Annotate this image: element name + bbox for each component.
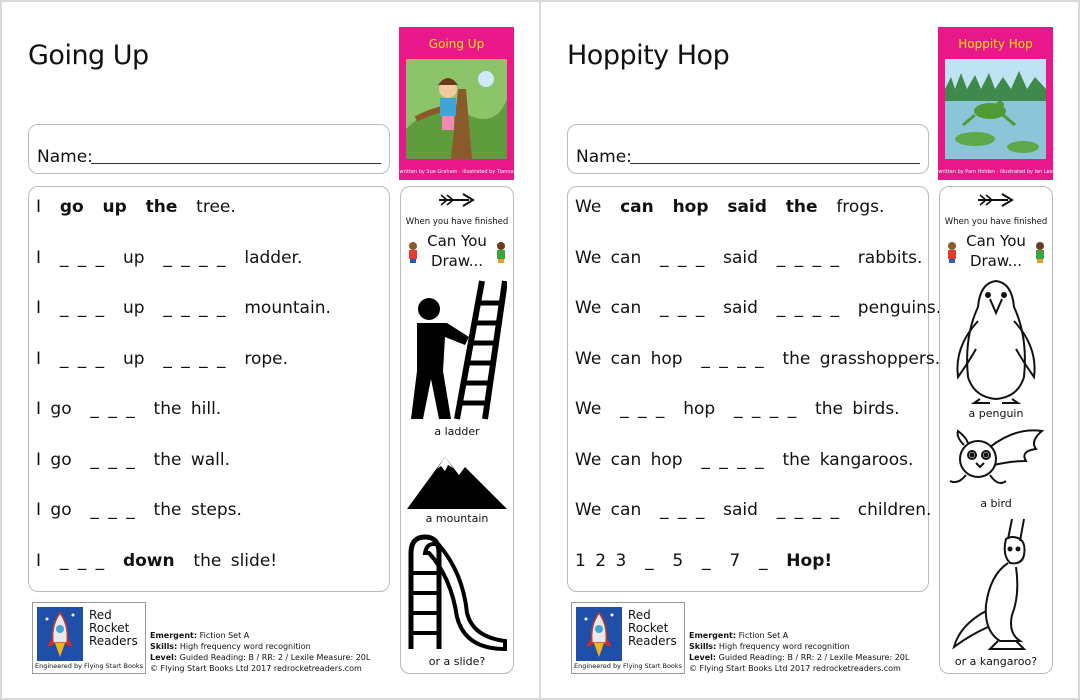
sentence-row <box>36 450 230 470</box>
cover-illustration-frog-on-lilypad <box>945 59 1046 159</box>
sentence-word: We can <box>575 247 642 268</box>
sentence-box <box>567 186 942 592</box>
logo-text-readers: Readers <box>628 634 677 648</box>
sentence-row <box>575 551 832 571</box>
sentence-word: 1 2 3 <box>575 550 627 571</box>
rocket-icon <box>576 607 622 661</box>
sentence-word: frogs. <box>836 197 885 217</box>
meta-key: Level: <box>689 653 717 662</box>
sentence-word: the grasshoppers. <box>782 348 941 369</box>
sentence-word: We can <box>575 500 642 520</box>
sentence-row <box>36 349 288 369</box>
blank-space[interactable]: _ _ _ <box>59 298 105 318</box>
copyright-text: © Flying Start Books Ltd 2017 redrocketreaders.com <box>689 664 901 673</box>
sentence-row <box>575 298 941 318</box>
child-drawing-icon <box>407 241 419 263</box>
sentence-word: the kangaroos. <box>782 449 914 470</box>
engineered-by-text: Engineered by Flying Start Books <box>574 662 683 670</box>
sentence-row <box>36 248 302 268</box>
footer <box>32 602 539 674</box>
meta-value: High frequency word recognition <box>716 642 850 651</box>
arrow-icon <box>978 193 1014 207</box>
name-field[interactable] <box>567 124 929 174</box>
blank-space[interactable]: _ _ _ _ <box>734 399 797 419</box>
blank-space[interactable]: _ _ _ <box>59 348 105 369</box>
blank-space[interactable]: _ <box>702 550 711 571</box>
sentence-word: up <box>122 247 145 268</box>
caption-mountain: a mountain <box>425 512 489 525</box>
can-you-draw-panel <box>400 186 514 674</box>
cover-credit: written by Sue Graham · illustrated by Tianna <box>399 169 514 175</box>
sentence-word: said <box>723 247 758 268</box>
sentence-word: I <box>36 247 42 268</box>
blank-space[interactable]: _ <box>758 550 768 571</box>
meta-key: Skills: <box>150 642 178 651</box>
sentence-word: the hill. <box>153 399 222 419</box>
sentence-word: the slide! <box>193 550 278 571</box>
rocket-icon <box>37 607 83 661</box>
sentence-word: said <box>723 500 758 520</box>
sentence-row <box>575 248 922 268</box>
sentence-row <box>36 500 242 520</box>
caption-slide: or a slide? <box>428 655 486 668</box>
blank-space[interactable]: _ _ _ <box>90 399 135 419</box>
sentence-word: up <box>102 197 127 217</box>
sentence-word: the wall. <box>153 449 231 470</box>
meta-value: Guided Reading: B / RR: 2 / Lexile Measure: 20L <box>177 653 371 662</box>
logo-text-rocket: Rocket <box>628 621 669 635</box>
sentence-word: We can <box>575 298 642 318</box>
sentence-word: I <box>36 550 42 571</box>
blank-space[interactable]: _ _ _ <box>660 247 705 268</box>
blank-space[interactable]: _ _ _ <box>90 449 135 470</box>
sentence-word: I go <box>36 449 72 470</box>
caption-penguin: a penguin <box>968 407 1024 420</box>
sentence-row <box>575 500 931 520</box>
book-cover <box>399 27 514 180</box>
logo-text-red: Red <box>89 608 112 622</box>
blank-space[interactable]: _ _ _ _ <box>701 449 764 470</box>
sentence-word: rope. <box>244 348 289 369</box>
logo-text-red: Red <box>628 608 651 622</box>
name-label: Name: <box>576 147 632 167</box>
sentence-word: hop <box>672 197 709 217</box>
sentence-row <box>575 349 940 369</box>
sentence-word: hop <box>683 399 716 419</box>
cover-title: Hoppity Hop <box>958 37 1033 51</box>
sentence-row <box>575 197 884 217</box>
sentence-box <box>28 186 390 592</box>
name-label: Name: <box>37 147 93 167</box>
blank-space[interactable]: _ _ _ <box>59 247 105 268</box>
arrow-icon <box>439 193 475 207</box>
sentence-word: can <box>620 197 654 217</box>
meta-key: Emergent: <box>150 631 198 640</box>
sentence-word: tree. <box>196 197 236 217</box>
engineered-by-text: Engineered by Flying Start Books <box>35 662 144 670</box>
sentence-row <box>575 399 900 419</box>
book-meta <box>689 630 909 674</box>
meta-key: Skills: <box>689 642 717 651</box>
book-cover <box>938 27 1053 180</box>
worksheet-title: Going Up <box>28 40 149 71</box>
can-you-draw-panel <box>939 186 1053 674</box>
child-drawing-icon <box>1034 241 1046 263</box>
name-line <box>91 163 381 164</box>
footer <box>571 602 1078 674</box>
sentence-word: Hop! <box>786 550 833 571</box>
sentence-word: ladder. <box>244 247 303 268</box>
sentence-word: the <box>145 197 178 217</box>
red-rocket-readers-logo <box>571 602 685 674</box>
meta-key: Emergent: <box>689 631 737 640</box>
worksheet-going-up <box>2 2 539 698</box>
finished-text: When you have finished <box>944 217 1048 227</box>
sentence-word: children. <box>857 500 932 520</box>
sentence-word: said <box>723 298 758 318</box>
blank-space[interactable]: _ _ _ _ <box>163 348 226 369</box>
mountain-icon <box>407 453 507 511</box>
child-drawing-icon <box>495 241 507 263</box>
sentence-row <box>36 197 236 217</box>
logo-text-readers: Readers <box>89 634 138 648</box>
blank-space[interactable]: _ _ _ _ <box>776 298 839 318</box>
sentence-word: I go <box>36 399 72 419</box>
blank-space[interactable]: _ _ _ <box>59 550 105 571</box>
sentence-word: I <box>36 348 42 369</box>
blank-space[interactable]: _ _ _ <box>660 500 705 520</box>
blank-space[interactable]: _ _ _ _ <box>163 247 226 268</box>
name-line <box>630 163 920 164</box>
worksheet-hoppity-hop <box>541 2 1078 698</box>
logo-text-rocket: Rocket <box>89 621 130 635</box>
sentence-row <box>36 551 277 571</box>
sentence-word: I <box>36 197 42 217</box>
worksheet-title: Hoppity Hop <box>567 40 730 71</box>
sentence-row <box>575 450 913 470</box>
sentence-word: I go <box>36 500 72 520</box>
sentence-word: said <box>727 197 767 217</box>
sentence-word: rabbits. <box>857 247 923 268</box>
red-rocket-readers-logo <box>32 602 146 674</box>
blank-space[interactable]: _ _ _ _ <box>776 247 839 268</box>
bird-outline-icon <box>946 427 1046 491</box>
sentence-word: 7 <box>729 550 741 571</box>
blank-space[interactable]: _ _ _ <box>660 298 705 318</box>
sentence-word: 5 <box>672 550 684 571</box>
finished-text: When you have finished <box>405 217 509 227</box>
sentence-word: We can hop <box>575 348 683 369</box>
cover-illustration-girl-climbing-tree <box>406 59 507 159</box>
caption-bird: a bird <box>980 497 1012 510</box>
name-field[interactable] <box>28 124 390 174</box>
meta-value: Fiction Set A <box>197 631 250 640</box>
penguin-outline-icon <box>950 277 1042 405</box>
blank-space[interactable]: _ <box>645 550 654 571</box>
sentence-row <box>36 298 331 318</box>
caption-ladder: a ladder <box>434 425 480 438</box>
blank-space[interactable]: _ _ _ _ <box>163 298 226 318</box>
blank-space[interactable]: _ _ _ <box>620 399 665 419</box>
sentence-word: up <box>122 348 145 369</box>
cover-credit: written by Pam Holden · illustrated by Ian Lee <box>938 169 1053 175</box>
sentence-word: the <box>785 197 818 217</box>
meta-value: Guided Reading: B / RR: 2 / Lexile Measure: 20L <box>716 653 910 662</box>
blank-space[interactable]: _ _ _ _ <box>701 348 764 369</box>
sentence-word: We can hop <box>575 449 683 470</box>
sentence-word: go <box>59 197 84 217</box>
cover-title: Going Up <box>428 37 485 51</box>
can-you-draw-heading: Can You Draw... <box>427 232 487 270</box>
meta-value: High frequency word recognition <box>177 642 311 651</box>
sentence-word: We <box>575 197 602 217</box>
sentence-word: the birds. <box>815 399 900 419</box>
meta-value: Fiction Set A <box>736 631 789 640</box>
sentence-word: I <box>36 298 42 318</box>
can-you-draw-heading: Can You Draw... <box>966 232 1026 270</box>
ladder-climber-icon <box>407 279 507 421</box>
sentence-word: We <box>575 399 602 419</box>
meta-key: Level: <box>150 653 178 662</box>
child-drawing-icon <box>946 241 958 263</box>
copyright-text: © Flying Start Books Ltd 2017 redrocketreaders.com <box>150 664 362 673</box>
sentence-word: the steps. <box>153 500 242 520</box>
sentence-word: mountain. <box>244 298 331 318</box>
blank-space[interactable]: _ _ _ _ <box>776 500 839 520</box>
sentence-row <box>36 399 221 419</box>
caption-kangaroo: or a kangaroo? <box>954 655 1038 668</box>
sentence-word: up <box>122 298 145 318</box>
blank-space[interactable]: _ _ _ <box>90 500 135 520</box>
sentence-word: down <box>122 550 175 571</box>
book-meta <box>150 630 370 674</box>
sentence-word: penguins. <box>857 298 942 318</box>
